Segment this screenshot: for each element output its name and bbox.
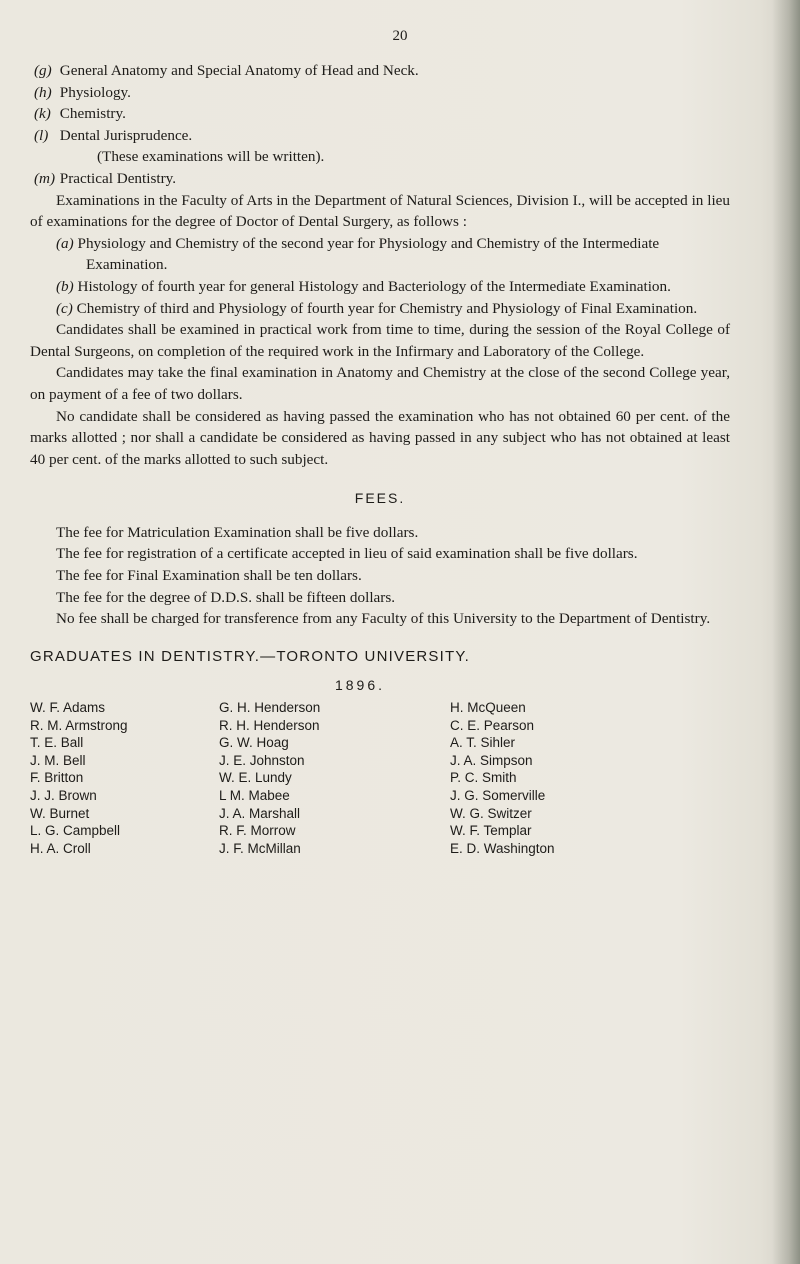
item-label: (l) — [34, 126, 49, 144]
graduate-name: J. M. Bell — [30, 752, 86, 768]
final-exam-paragraph: Candidates may take the final examination in Anatomy and Chemistry at the close of the second College year, on payment of a fee of two dollars. — [30, 364, 730, 403]
graduation-year: 1896. — [334, 677, 386, 694]
item-label: (m) — [34, 169, 56, 187]
page-edge-shadow — [772, 0, 800, 1264]
arts-item — [30, 233, 730, 276]
graduate-name: R. H. Henderson — [219, 717, 320, 733]
graduates-heading: GRADUATES IN DENTISTRY.—TORONTO UNIVERSITY. — [30, 647, 471, 665]
graduate-name: W. G. Switzer — [450, 805, 532, 821]
practical-work-paragraph: Candidates shall be examined in practical work from time to time, during the session of the Royal College of Dental Surgeons, on completion of the required work in the Infirmary and Laboratory of the College. — [30, 321, 730, 360]
graduate-name: J. A. Simpson — [450, 752, 533, 768]
graduate-name: J. G. Somerville — [450, 788, 546, 803]
graduate-name: L. G. Campbell — [30, 823, 121, 839]
exam-subject-item — [30, 82, 730, 104]
item-text: Practical Dentistry. — [59, 169, 177, 187]
item-label: (c) — [56, 299, 73, 317]
item-label: (g) — [34, 62, 52, 79]
graduate-name: H. A. Croll — [30, 840, 91, 856]
pass-marks-paragraph: No candidate shall be considered as having passed the examination who has not obtained 60 per cent. of the marks allotted ; nor shall a candidate be considered as having passed in any subject who has not obtained at least 40 per cent. of the marks allotted to such subject. — [30, 407, 730, 468]
exam-subject-list — [30, 60, 730, 190]
item-text: Chemistry of third and Physiology of fourth year for Chemistry and Physiology of Final Examination. — [76, 299, 698, 317]
graduate-name: L M. Mabee — [219, 788, 290, 803]
arts-paragraph: Examinations in the Faculty of Arts in the Department of Natural Sciences, Division I., will be accepted in lieu of examinations for the degree of Doctor of Dental Surgery, as follows : — [30, 191, 730, 231]
written-note: (These examinations will be written). — [97, 148, 325, 166]
exam-subject-item — [30, 60, 730, 82]
graduates-column — [450, 699, 700, 857]
arts-item — [30, 298, 730, 320]
fee-line: The fee for the degree of D.D.S. shall be fifteen dollars. — [56, 588, 396, 606]
graduate-name: J. J. Brown — [30, 788, 97, 803]
exam-subject-item — [30, 103, 730, 125]
graduate-name: C. E. Pearson — [450, 717, 535, 733]
graduate-name: G. H. Henderson — [219, 700, 321, 716]
graduate-name: W. E. Lundy — [219, 770, 292, 786]
fees-section — [30, 522, 730, 630]
graduate-name: J. F. McMillan — [219, 840, 301, 856]
page-content — [30, 60, 730, 857]
graduate-name: R. F. Morrow — [219, 823, 296, 839]
graduates-list — [30, 699, 730, 857]
graduate-name: T. E. Ball — [30, 735, 84, 751]
item-text: Physiology. — [59, 83, 131, 101]
item-text: Dental Jurisprudence. — [59, 126, 193, 144]
fee-line: The fee for Final Examination shall be ten dollars. — [56, 567, 362, 585]
fees-heading: FEES. — [354, 490, 406, 507]
graduate-name: W. F. Adams — [30, 700, 106, 716]
graduates-column — [30, 699, 219, 857]
graduate-name: J. E. Johnston — [219, 752, 305, 768]
fee-line: No fee shall be charged for transference from any Faculty of this University to the Department of Dentistry. — [56, 610, 711, 628]
graduate-name: W. Burnet — [30, 805, 90, 821]
graduate-name: R. M. Armstrong — [30, 717, 128, 733]
page-number: 20 — [392, 28, 408, 44]
graduate-name: P. C. Smith — [450, 770, 517, 786]
arts-item — [30, 276, 730, 298]
graduate-name: J. A. Marshall — [219, 805, 301, 821]
item-label: (k) — [34, 105, 51, 123]
graduate-name: G. W. Hoag — [219, 735, 289, 751]
graduate-name: E. D. Washington — [450, 840, 555, 856]
exam-subject-item — [30, 168, 730, 190]
fee-line: The fee for registration of a certificate accepted in lieu of said examination shall be five dollars. — [56, 545, 638, 563]
fee-line: The fee for Matriculation Examination shall be five dollars. — [56, 523, 419, 541]
item-label: (b) — [56, 277, 74, 295]
graduate-name: H. McQueen — [450, 700, 526, 716]
graduate-name: W. F. Templar — [450, 823, 532, 839]
arts-equivalence-list — [30, 233, 730, 319]
graduate-name: A. T. Sihler — [450, 735, 516, 751]
item-text: General Anatomy and Special Anatomy of Head and Neck. — [59, 62, 419, 79]
item-text: Physiology and Chemistry of the second year for Physiology and Chemistry of the Intermediate Examination. — [77, 234, 660, 274]
item-text: Histology of fourth year for general Histology and Bacteriology of the Intermediate Examination. — [77, 277, 671, 295]
graduates-column — [219, 699, 450, 857]
item-text: Chemistry. — [59, 105, 126, 123]
item-label: (h) — [34, 83, 52, 101]
item-label: (a) — [56, 234, 74, 252]
graduate-name: F. Britton — [30, 770, 84, 786]
exam-subject-item — [30, 125, 730, 147]
